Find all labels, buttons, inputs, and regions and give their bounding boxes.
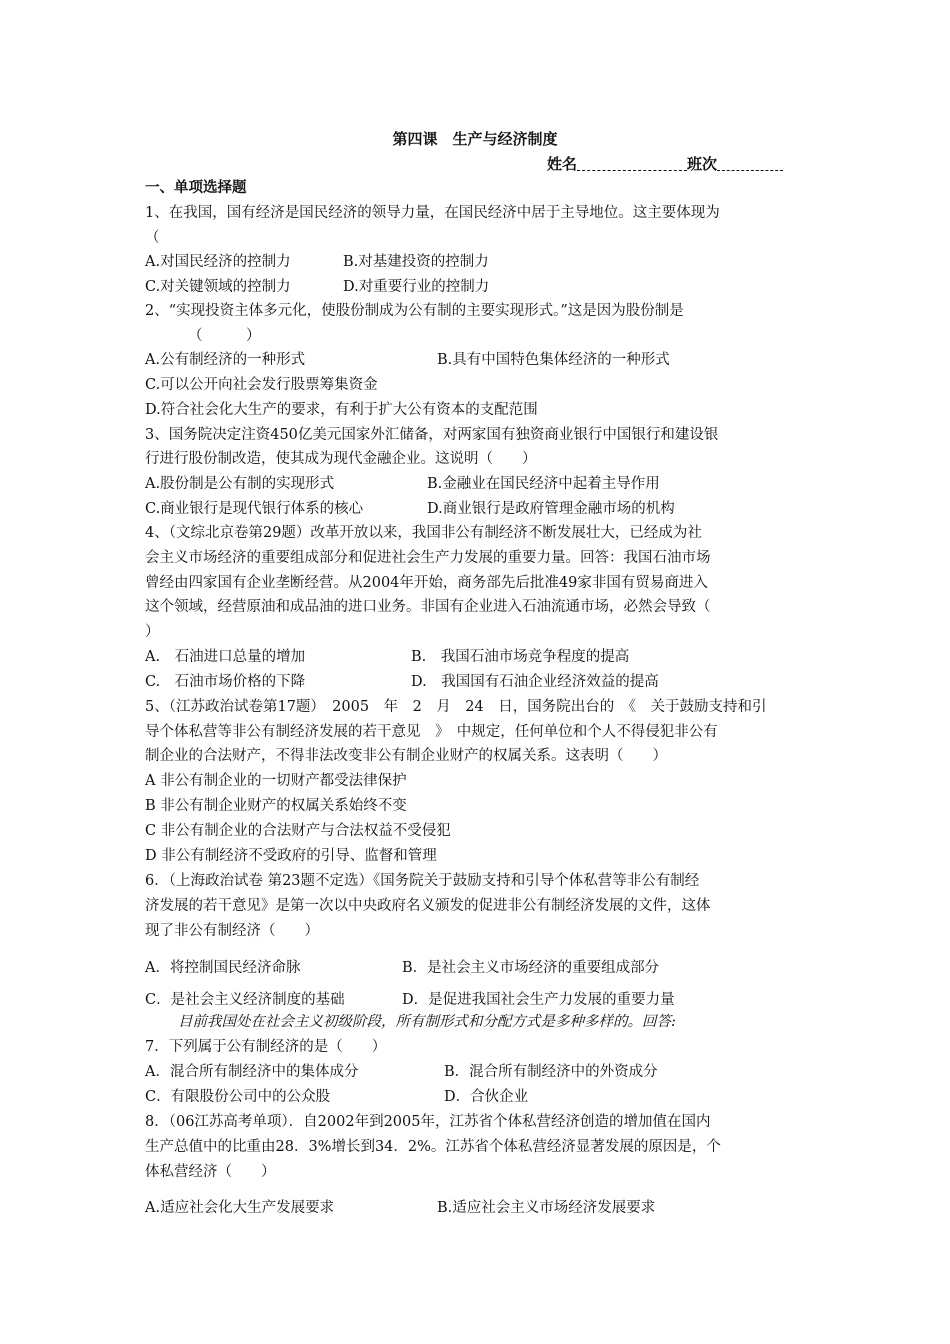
q4-stem-line4: 这个领域，经营原油和成品油的进口业务。非国有企业进入石油流通市场，必然会导致（ [145,599,711,615]
q8-stem-line3: 体私营经济（ ） [145,1164,276,1180]
q8-option-a: A.适应社会化大生产发展要求 [145,1200,335,1216]
class-label: 班次 [687,155,718,173]
q1-stem-line2: （ [145,230,160,246]
intro-text: 目前我国处在社会主义初级阶段，所有制形式和分配方式是多种多样的。回答: [178,1014,676,1030]
q5-option-c: C 非公有制企业的合法财产与合法权益不受侵犯 [145,823,451,839]
q6-stem-line1: 6．（上海政治试卷 第23题不定选）《国务院关于鼓励支持和引导个体私营等非公有制经 [145,873,700,889]
q3-option-d: D.商业银行是政府管理金融市场的机构 [427,501,675,517]
name-class-line [547,153,783,174]
q8-option-b: B.适应社会主义市场经济发展要求 [437,1200,656,1216]
q8-stem-line1: 8．（06江苏高考单项）．自2002年到2005年，江苏省个体私营经济创造的增加值在国内 [145,1114,711,1130]
name-label: 姓名 [547,155,578,173]
q4-option-a: A. 石油进口总量的增加 [145,649,306,665]
q4-stem-line5: ） [145,624,160,640]
q7-option-b: B．混合所有制经济中的外资成分 [444,1064,658,1080]
q3-option-b: B.金融业在国民经济中起着主导作用 [427,476,660,492]
page-title: 第四课 生产与经济制度 [392,130,558,148]
q6-option-b: B．是社会主义市场经济的重要组成部分 [402,960,660,976]
q7-option-c: C．有限股份公司中的公众股 [145,1089,331,1105]
q1-option-a: A.对国民经济的控制力 [145,254,291,270]
q5-stem-line1: 5、（江苏政治试卷第17题） 2005 年 2 月 24 日，国务院出台的 《 关于鼓励支持和引 [145,699,767,715]
q4-option-d: D. 我国国有石油企业经济效益的提高 [411,674,659,690]
q4-option-c: C. 石油市场价格的下降 [145,674,306,690]
q6-option-c: C．是社会主义经济制度的基础 [145,992,345,1008]
name-field[interactable] [577,156,687,171]
q7-option-d: D．合伙企业 [444,1089,529,1105]
q5-stem-line3: 制企业的合法财产，不得非法改变非公有制企业财产的权属关系。这表明（ ） [145,748,667,764]
q3-stem-line2: 行进行股份制改造，使其成为现代金融企业。这说明（ ） [145,451,537,467]
q1-option-d: D.对重要行业的控制力 [343,279,490,295]
q5-option-a: A 非公有制企业的一切财产都受法律保护 [145,773,407,789]
q2-option-d: D.符合社会化大生产的要求，有利于扩大公有资本的支配范围 [145,402,538,418]
q2-option-c: C.可以公开向社会发行股票筹集资金 [145,377,378,393]
q4-option-b: B. 我国石油市场竞争程度的提高 [411,649,630,665]
q4-stem-line3: 曾经由四家国有企业垄断经营。从2004年开始，商务部先后批准49家非国有贸易商进入 [145,575,708,591]
class-field[interactable] [717,156,783,171]
q6-stem-line2: 济发展的若干意见》是第一次以中央政府名义颁发的促进非公有制经济发展的文件，这体 [145,898,711,914]
q2-stem-line2: （ ） [188,328,261,344]
q6-stem-line3: 现了非公有制经济（ ） [145,923,319,939]
q4-stem-line1: 4、（文综北京卷第29题）改革开放以来，我国非公有制经济不断发展壮大，已经成为社 [145,525,702,541]
q7-option-a: A．混合所有制经济中的集体成分 [145,1064,359,1080]
q7-stem-line1: 7．下列属于公有制经济的是（ ） [145,1039,387,1055]
q3-stem-line1: 3、国务院决定注资450亿美元国家外汇储备，对两家国有独资商业银行中国银行和建设银 [145,427,719,443]
q1-stem-line1: 1、在我国，国有经济是国民经济的领导力量，在国民经济中居于主导地位。这主要体现为 [145,205,720,221]
q1-option-b: B.对基建投资的控制力 [343,254,489,270]
q5-option-d: D 非公有制经济不受政府的引导、监督和管理 [145,848,437,864]
q6-option-d: D．是促进我国社会生产力发展的重要力量 [402,992,675,1008]
q5-option-b: B 非公有制企业财产的权属关系始终不变 [145,798,407,814]
q2-option-a: A.公有制经济的一种形式 [145,352,306,368]
section-heading: 一、单项选择题 [145,180,247,196]
q4-stem-line2: 会主义市场经济的重要组成部分和促进社会生产力发展的重要力量。回答：我国石油市场 [145,550,711,566]
q8-stem-line2: 生产总值中的比重由28．3%增长到34．2%。江苏省个体私营经济显著发展的原因是，个 [145,1139,721,1155]
q3-option-a: A.股份制是公有制的实现形式 [145,476,335,492]
q5-stem-line2: 导个体私营等非公有制经济发展的若干意见 》 中规定，任何单位和个人不得侵犯非公有 [145,724,718,740]
q1-option-c: C.对关键领域的控制力 [145,279,291,295]
q2-stem-line1: 2、“实现投资主体多元化，使股份制成为公有制的主要实现形式。”这是因为股份制是 [145,303,684,319]
q6-option-a: A．将控制国民经济命脉 [145,960,301,976]
q2-option-b: B.具有中国特色集体经济的一种形式 [437,352,670,368]
q3-option-c: C.商业银行是现代银行体系的核心 [145,501,364,517]
